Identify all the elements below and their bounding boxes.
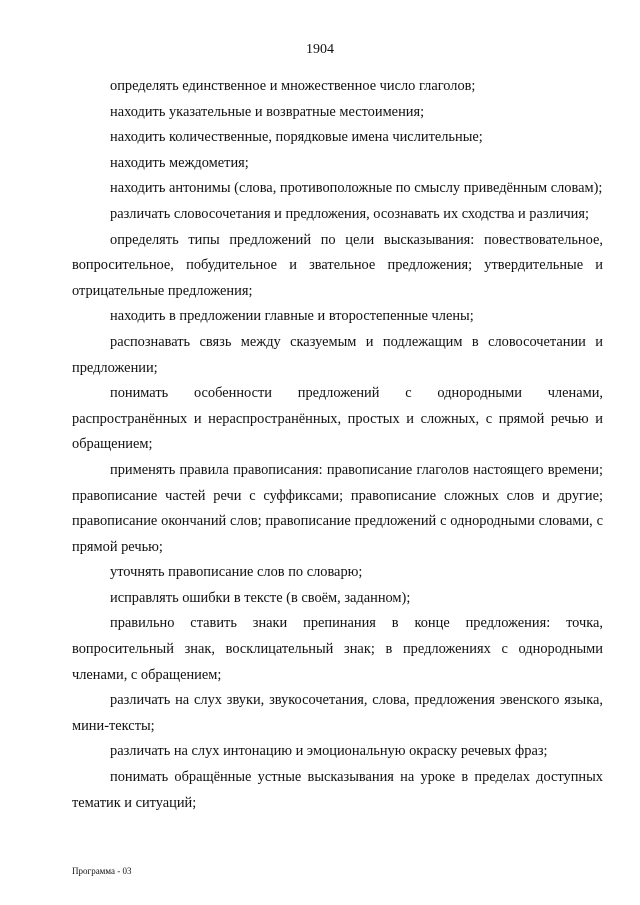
- paragraph: понимать обращённые устные высказывания на уроке в пределах доступных тематик и ситуаций;: [72, 769, 603, 811]
- paragraph: уточнять правописание слов по словарю;: [110, 564, 363, 581]
- paragraph: правильно ставить знаки препинания в конце предложения: точка, вопросительный знак, восклицательный знак; в предложениях с однородными членами, с обращением;: [72, 615, 603, 683]
- paragraph: определять единственное и множественное число глаголов;: [110, 78, 476, 94]
- paragraph: находить междометия;: [110, 154, 249, 171]
- paragraph: различать словосочетания и предложения, осознавать их сходства и различия;: [110, 205, 589, 222]
- paragraph: определять типы предложений по цели высказывания: повествовательное, вопросительное, побудительное и звательное предложения; утвердительные и отрицательные предложения;: [72, 231, 603, 299]
- paragraph: применять правила правописания: правописание глаголов настоящего времени; правописание частей речи с суффиксами; правописание сложных слов и другие; правописание окончаний слов; правописание предложений с однородными словами, с прямой речью;: [72, 461, 603, 555]
- paragraph: находить количественные, порядковые имена числительные;: [110, 129, 483, 146]
- paragraph: различать на слух интонацию и эмоциональную окраску речевых фраз;: [110, 743, 548, 760]
- paragraph: находить в предложении главные и второстепенные члены;: [110, 308, 474, 325]
- page-footer: Программа - 03: [72, 866, 132, 876]
- paragraph: распознавать связь между сказуемым и подлежащим в словосочетании и предложении;: [72, 333, 603, 376]
- paragraph: различать на слух звуки, звукосочетания, слова, предложения эвенского языка, мини-тексты;: [72, 692, 603, 734]
- paragraph: исправлять ошибки в тексте (в своём, заданном);: [110, 589, 411, 606]
- page-number: 1904: [306, 42, 334, 57]
- paragraph: находить антонимы (слова, противоположные по смыслу приведённым словам);: [110, 180, 603, 197]
- document-body: [72, 74, 603, 816]
- paragraph: понимать особенности предложений с однородными членами, распространённых и нераспространённых, простых и сложных, с прямой речью и обращением;: [72, 385, 603, 453]
- paragraph: находить указательные и возвратные местоимения;: [110, 103, 425, 120]
